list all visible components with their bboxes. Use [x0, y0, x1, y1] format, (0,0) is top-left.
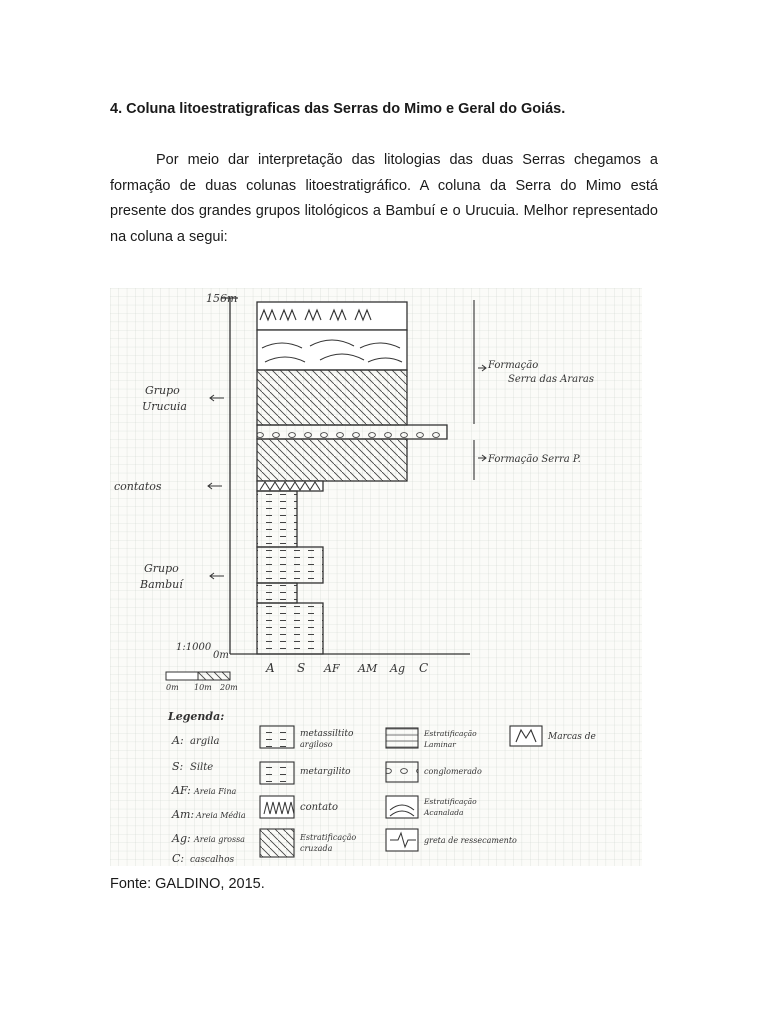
bar-scale-10: 10m	[194, 683, 212, 692]
legend2-line2-0: argiloso	[300, 740, 333, 749]
legend2-line1-3: Estratificação	[300, 833, 357, 842]
group-lower-line1: Grupo	[144, 562, 179, 575]
legend-code-s: S:	[172, 760, 184, 773]
base-depth-label: 0m	[213, 650, 229, 661]
legend-code-ag: Ag:	[172, 832, 191, 845]
axis-label-ag: Ag	[390, 662, 405, 675]
contact-label: contatos	[114, 480, 162, 493]
axis-label-af: AF	[324, 662, 340, 675]
formation-upper-line2: Serra das Araras	[508, 374, 594, 385]
legend3-line1-2: Estratificação	[424, 797, 477, 806]
axis-label-a: A	[266, 661, 275, 675]
group-upper-line2: Urucuia	[142, 400, 187, 413]
legend4-line1-0: Marcas de	[548, 732, 596, 742]
bar-scale-0: 0m	[166, 683, 179, 692]
bar-scale-20: 20m	[220, 683, 238, 692]
legend3-line2-2: Acanalada	[424, 808, 464, 817]
legend3-line1-0: Estratificação	[424, 729, 477, 738]
legend-name-af: Areia Fina	[194, 787, 237, 796]
axis-label-s: S	[297, 661, 306, 675]
top-depth-label: 156m	[206, 292, 238, 305]
stratigraphic-column-figure	[110, 288, 642, 866]
legend2-line2-3: cruzada	[300, 844, 333, 853]
body-paragraph: Por meio dar interpretação das litologias das duas Serras chegamos a formação de duas colunas litoestratigráfico. A coluna da Serra do Mimo está presente dos grandes grupos litológicos a Bambuí e o Urucuia. Melhor representado na coluna a segui:	[110, 152, 658, 245]
group-upper-line1: Grupo	[145, 384, 180, 397]
legend2-line1-0: metassiltito	[300, 729, 354, 739]
legend-code-am: Am:	[172, 808, 195, 821]
axis-label-c: C	[419, 661, 429, 675]
legend-title: Legenda:	[168, 710, 225, 723]
section-heading: 4. Coluna litoestratigraficas das Serras do Mimo e Geral do Goiás.	[110, 101, 566, 117]
scale-ratio-label: 1:1000	[176, 642, 212, 653]
formation-upper-line1: Formação	[488, 360, 539, 371]
legend3-line2-0: Laminar	[424, 740, 456, 749]
legend3-line1-3: greta de ressecamento	[424, 836, 517, 845]
legend-name-am: Areia Média	[196, 811, 246, 820]
legend-code-c: C:	[172, 852, 185, 865]
legend-code-af: AF:	[172, 784, 191, 797]
formation-lower-label: Formação Serra P.	[488, 454, 581, 465]
legend2-line1-1: metargilito	[300, 767, 351, 777]
group-lower-line2: Bambuí	[140, 578, 183, 591]
legend-name-a: argila	[190, 736, 220, 747]
figure-caption: Fonte: GALDINO, 2015.	[110, 876, 265, 892]
legend3-line1-1: conglomerado	[424, 767, 482, 776]
legend2-line1-2: contato	[300, 802, 339, 813]
axis-label-am: AM	[358, 662, 378, 675]
legend-code-a: A:	[172, 734, 184, 747]
legend-name-s: Silte	[190, 762, 214, 773]
legend-name-c: cascalhos	[190, 855, 235, 865]
legend-name-ag: Areia grossa	[194, 835, 245, 844]
stratigraphic-column-drawing	[110, 288, 642, 866]
